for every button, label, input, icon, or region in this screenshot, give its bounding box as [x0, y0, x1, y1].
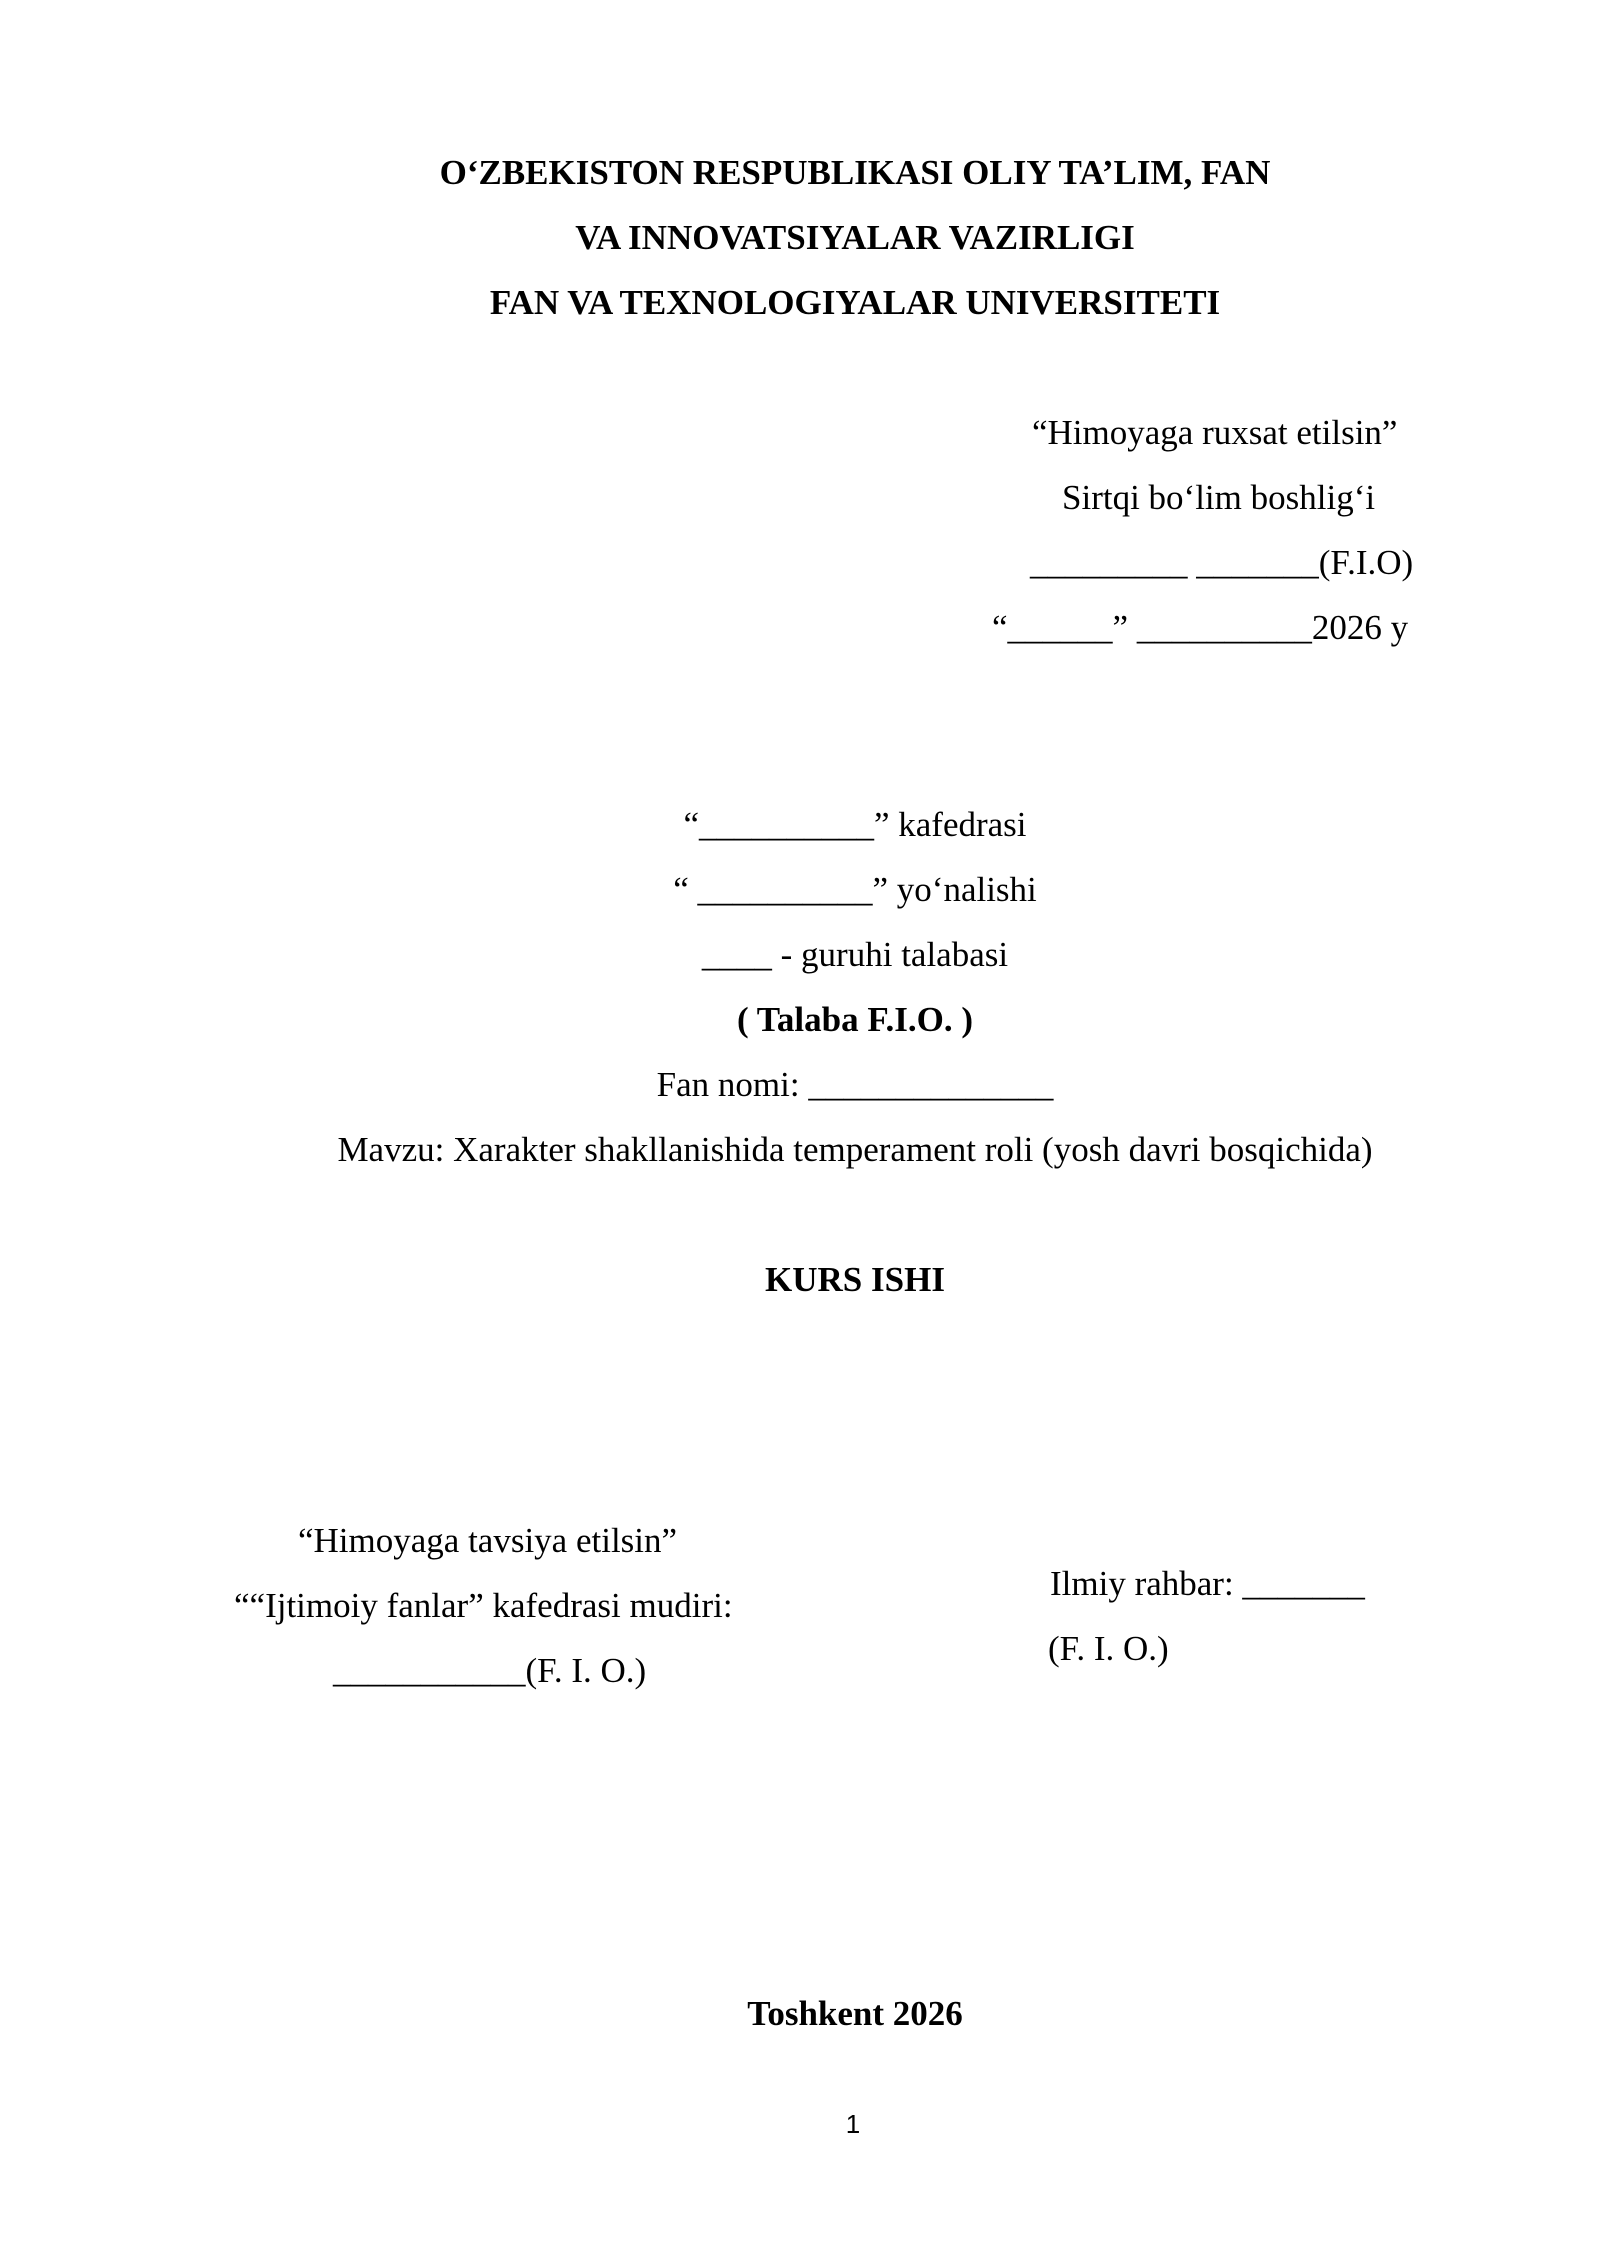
document-type-title: KURS ISHI — [765, 1260, 945, 1299]
supervisor-fio: (F. I. O.) — [1048, 1629, 1169, 1668]
approval-title: “Himoyaga ruxsat etilsin” — [1032, 413, 1398, 452]
ministry-heading-line-1: O‘ZBEKISTON RESPUBLIKASI OLIY TA’LIM, FAN — [439, 153, 1271, 192]
group-line: ____ - guruhi talabasi — [701, 935, 1009, 974]
student-name: ( Talaba F.I.O. ) — [736, 1000, 973, 1039]
subject-line: Fan nomi: ______________ — [656, 1065, 1054, 1104]
department-head-signature: ___________(F. I. O.) — [333, 1651, 647, 1690]
department-line: “__________” kafedrasi — [683, 805, 1027, 844]
approval-signature-line: _________ _______(F.I.O) — [1030, 543, 1414, 582]
page-number: 1 — [845, 2109, 861, 2139]
department-head-line: ““Ijtimoiy fanlar” kafedrasi mudiri: — [234, 1586, 733, 1625]
ministry-heading-line-2: VA INNOVATSIYALAR VAZIRLIGI — [575, 218, 1135, 257]
university-name: FAN VA TEXNOLOGIYALAR UNIVERSITETI — [489, 283, 1221, 322]
direction-line: “ __________” yo‘nalishi — [673, 870, 1037, 909]
recommendation-title: “Himoyaga tavsiya etilsin” — [298, 1521, 678, 1560]
topic-line: Mavzu: Xarakter shakllanishida temperament roli (yosh davri bosqichida) — [337, 1130, 1373, 1169]
approval-position: Sirtqi bo‘lim boshlig‘i — [1062, 478, 1376, 517]
supervisor-line: Ilmiy rahbar: _______ — [1050, 1564, 1365, 1603]
approval-date-line: “______” __________2026 y — [992, 608, 1409, 647]
city-year: Toshkent 2026 — [747, 1994, 963, 2033]
